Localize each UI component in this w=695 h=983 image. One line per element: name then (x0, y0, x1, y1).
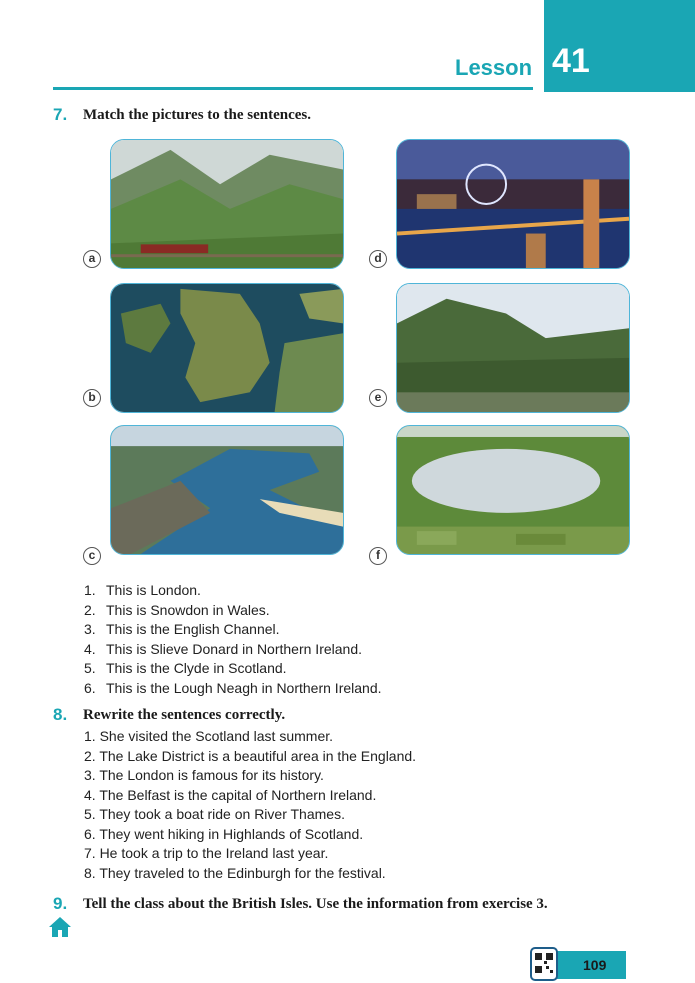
picture-b (110, 283, 344, 413)
exercise-7-title: Match the pictures to the sentences. (83, 107, 312, 123)
lake-aerial-photo (397, 426, 629, 554)
list-item: 2. This is Snowdon in Wales. (84, 601, 270, 618)
list-item: 8. They traveled to the Edinburgh for the festival. (84, 864, 386, 881)
list-item: 1. This is London. (84, 582, 201, 598)
picture-e (396, 283, 630, 413)
picture-b-letter: b (83, 389, 101, 407)
mountain-valley-with-train-photo (111, 140, 343, 268)
list-item: 1. She visited the Scotland last summer. (84, 728, 334, 744)
qr-code-icon (530, 947, 558, 981)
list-item: 6. This is the Lough Neagh in Northern Ireland. (84, 679, 382, 696)
exercise-7-sentences (84, 581, 382, 698)
exercise-9-number: 9. (53, 894, 68, 913)
list-item: 3. The London is famous for its history. (84, 767, 324, 783)
list-item: 6. They went hiking in Highlands of Scotland. (84, 825, 364, 842)
list-item: 7. He took a trip to the Ireland last year. (84, 845, 329, 861)
lesson-label: Lesson (455, 55, 533, 80)
picture-f-letter: f (369, 547, 387, 565)
list-item: 2. The Lake District is a beautiful area in the England. (84, 747, 417, 764)
list-item: 4. This is Slieve Donard in Northern Ireland. (84, 640, 363, 657)
list-item: 5. This is the Clyde in Scotland. (84, 660, 287, 676)
list-item: 3. This is the English Channel. (84, 621, 280, 637)
home-icon (48, 915, 72, 939)
picture-f (396, 425, 630, 555)
picture-c-letter: c (83, 547, 101, 565)
exercise-7-number: 7. (53, 105, 68, 124)
lesson-number: 41 (552, 42, 590, 80)
exercise-8-title: Rewrite the sentences correctly. (83, 707, 286, 723)
picture-a (110, 139, 344, 269)
exercise-8-number: 8. (53, 705, 68, 724)
picture-d-letter: d (369, 250, 387, 268)
picture-a-letter: a (83, 250, 101, 268)
list-item: 4. The Belfast is the capital of Northern Ireland. (84, 786, 377, 803)
exercise-9-title: Tell the class about the British Isles. Use the information from exercise 3. (83, 896, 548, 912)
mountain-peak-photo (397, 284, 629, 412)
picture-d (396, 139, 630, 269)
london-night-skyline-photo (397, 140, 629, 268)
header-rule (53, 87, 533, 90)
exercise-8-sentences (84, 727, 416, 883)
picture-c (110, 425, 344, 555)
river-estuary-aerial-photo (111, 426, 343, 554)
british-isles-satellite-photo (111, 284, 343, 412)
page-number: 109 (583, 957, 607, 973)
picture-e-letter: e (369, 389, 387, 407)
list-item: 5. They took a boat ride on River Thames. (84, 806, 345, 822)
